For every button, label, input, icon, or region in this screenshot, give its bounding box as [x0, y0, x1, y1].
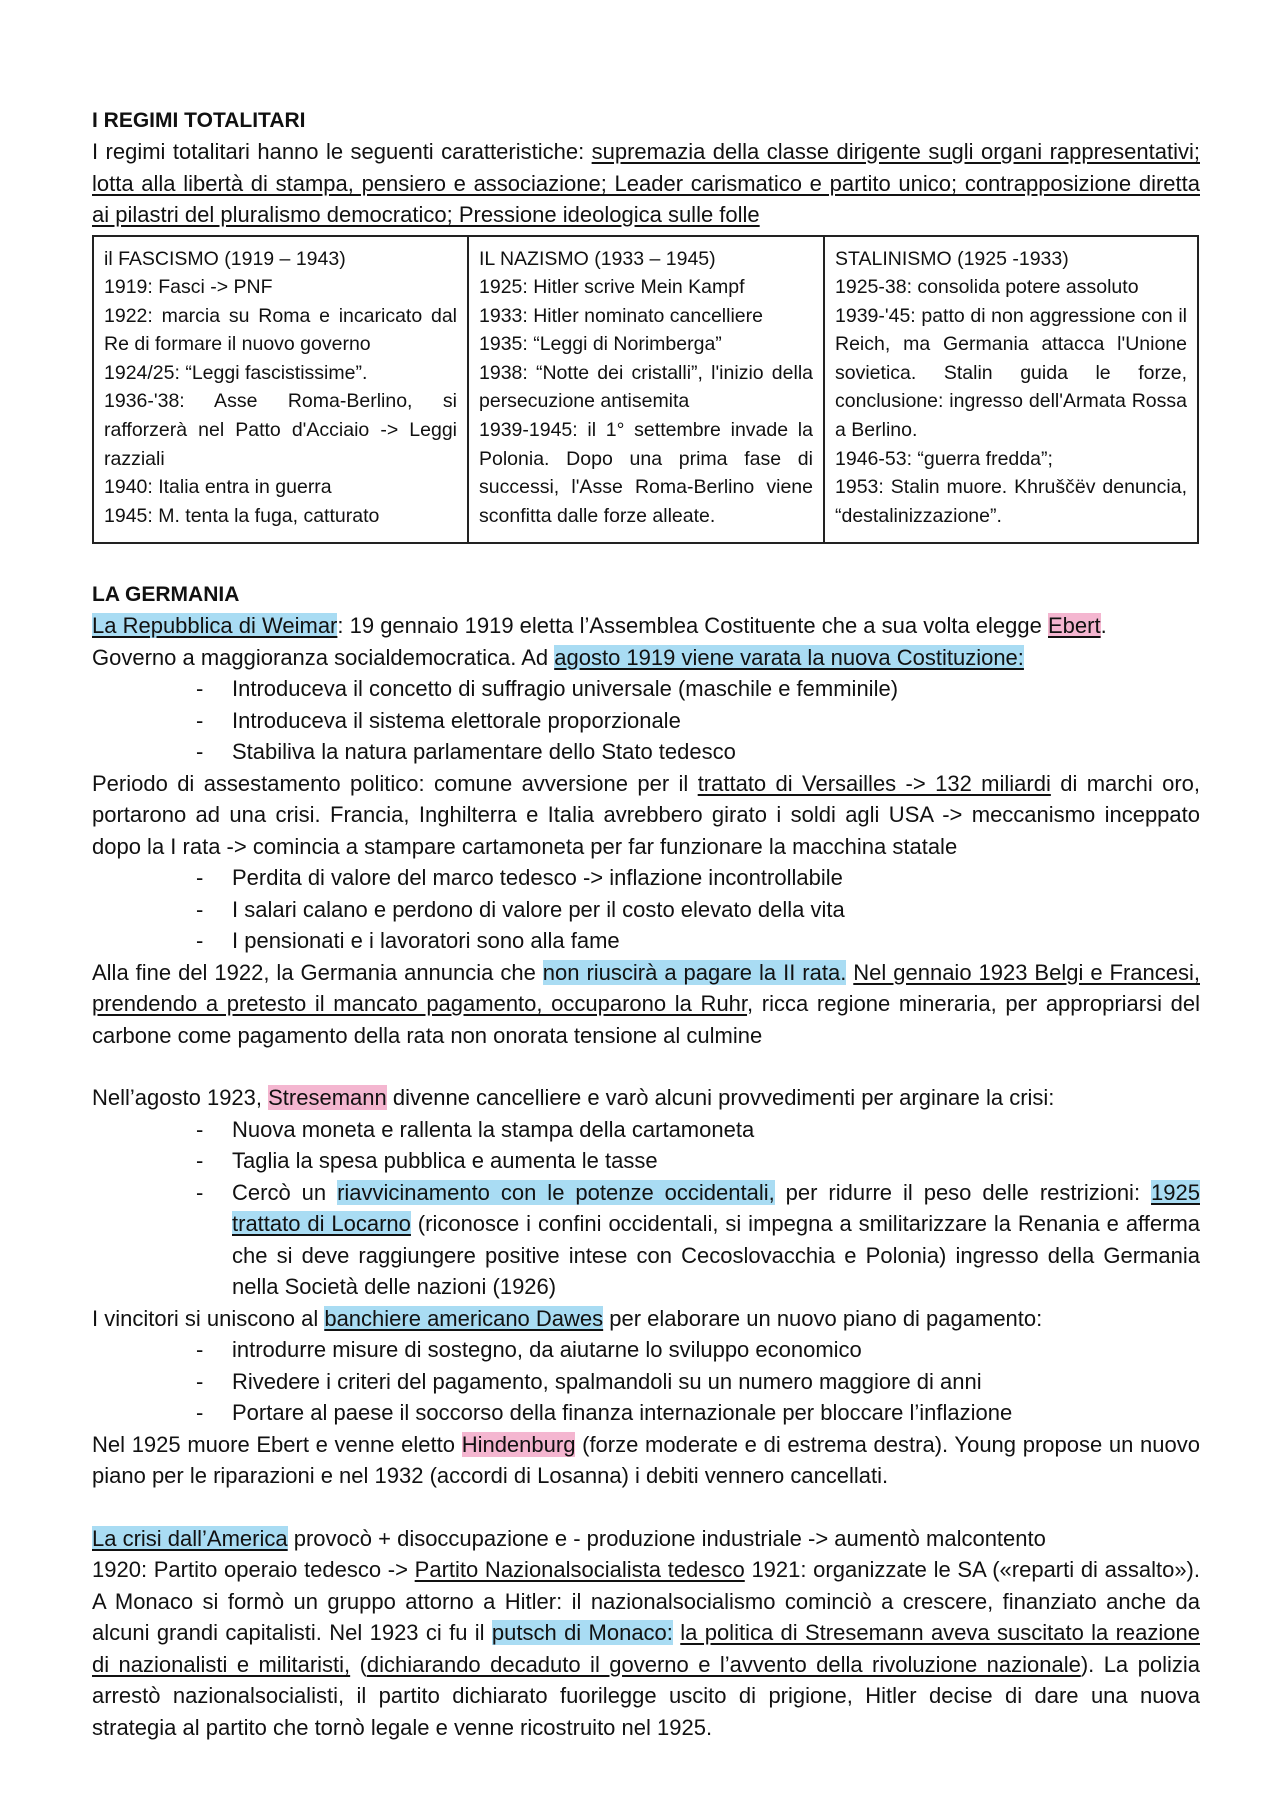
putsch-highlight: putsch di Monaco: — [491, 1620, 673, 1646]
hindenburg-text: (forze moderate e di estrema destra). Young propose un nuovo piano per le riparazioni e nel 1932 (accordi di Losanna) i debiti vennero cancellati. — [92, 1431, 1200, 1489]
nazismo-heading: IL NAZISMO (1933 – 1945) — [479, 247, 716, 270]
fine1922-text: , ricca regione mineraria, per appropriarsi del carbone come pagamento della rata non onorata — [92, 991, 1200, 1048]
dawes-text: I vincitori si uniscono al — [92, 1305, 325, 1331]
dawes-highlight: banchiere americano Dawes — [324, 1305, 604, 1331]
hindenburg-paragraph — [92, 1429, 1200, 1492]
bullet-dash: - — [196, 1337, 204, 1363]
locarno-text: ingresso della Germania nella Società delle nazioni (1926) — [232, 1242, 1200, 1300]
riavvicinamento-highlight: riavvicinamento con le potenze occidentali, — [337, 1179, 775, 1205]
bullet-dash: - — [196, 1179, 204, 1205]
nazismo-cell — [468, 236, 824, 544]
list-item — [92, 862, 1200, 894]
list-item — [92, 1366, 1200, 1398]
list-item-text: I salari calano e perdono di valore per il costo elevato della vita — [232, 896, 845, 922]
list-item — [92, 705, 1200, 737]
list-item — [92, 894, 1200, 926]
list-item-text: Taglia la spesa pubblica e aumenta le tasse — [232, 1148, 658, 1174]
periodo-paragraph — [92, 768, 1200, 863]
periodo-text: di marchi oro, portarono ad una crisi. Francia, Inghilterra e Italia avrebbero girato i soldi agli USA -> meccanismo inceppato dopo la I rata -> comincia a stampare cartamoneta per far funzionare la macchina statale — [92, 770, 1200, 859]
bullet-dash: - — [196, 1400, 204, 1426]
stalinismo-line: 1953: Stalin muore. Khruščëv denuncia, “destalinizzazione”. — [835, 476, 1187, 527]
list-item — [92, 1397, 1200, 1429]
bullet-dash: - — [196, 865, 204, 891]
section-title-regimi: I REGIMI TOTALITARI — [92, 109, 306, 132]
partito-text: ). La polizia arrestò nazionalsocialisti, il partito dichiarato fuorilegge — [92, 1651, 1200, 1709]
partito-text: 1920: Partito operaio tedesco -> — [92, 1557, 415, 1583]
regimi-intro — [92, 136, 1200, 231]
agosto1923-paragraph — [92, 1082, 1200, 1114]
ruhr-underlined: Nel gennaio 1923 Belgi e Francesi, prendendo a pretesto il mancato pagamento, occuparono la Ruhr — [92, 959, 1200, 1017]
fascismo-line: 1940: Italia entra in guerra — [104, 476, 332, 499]
locarno-highlight: 1925 trattato di Locarno — [232, 1179, 1200, 1237]
crisi-highlight: La crisi dall’America — [92, 1525, 288, 1551]
document-page — [92, 106, 1200, 1743]
bullet-dash: - — [196, 1368, 204, 1394]
intro-text: I regimi totalitari hanno le seguenti caratteristiche: — [92, 139, 592, 164]
ebert-name: Ebert — [1048, 613, 1101, 639]
locarno-text: (riconosce i confini occidentali, si impegna a smilitarizzare la Renania e afferma che si deve raggiungere positive intese con Cecoslovacchia e Polonia) — [232, 1211, 1201, 1268]
weimar-label: La Repubblica di Weimar — [92, 613, 338, 639]
reazione-underlined: la politica di Stresemann aveva suscitato la reazione di nazionalisti e militaristi, — [92, 1620, 1200, 1677]
spacer — [92, 1492, 1200, 1523]
bullet-dash: - — [196, 928, 204, 954]
weimar-end: . — [1100, 613, 1107, 639]
list-item-text: introdurre misure di sostegno, da aiutarne lo sviluppo economico — [232, 1337, 862, 1363]
bullet-dash: - — [196, 896, 204, 922]
partito-underlined: Partito Nazionalsocialista tedesco — [414, 1557, 745, 1583]
rata-highlight: non riuscirà a pagare la II rata. — [542, 959, 847, 985]
hindenburg-text: Nel 1925 muore Ebert e venne eletto — [92, 1431, 462, 1457]
intro-underlined: supremazia della classe dirigente sugli organi rappresentativi; lotta alla libertà di stampa, pensiero e associazione; Leader carismatico e partito unico; contrapposizione diretta ai pilastri del pluralismo democratico; Pressione ideologica sulle folle — [92, 139, 1200, 227]
weimar-text: : 19 gennaio 1919 eletta l’Assemblea Costituente che a sua volta elegge — [337, 613, 1048, 639]
rivoluzione-underlined: dichiarando decaduto il governo e l’avvento della rivoluzione nazionale — [366, 1651, 1081, 1677]
fascismo-line: 1922: marcia su Roma e incaricato dal Re di formare il nuovo governo — [104, 304, 457, 356]
list-item-text: Nuova moneta e rallenta la stampa della cartamoneta — [232, 1116, 755, 1142]
fascismo-heading: il FASCISMO (1919 – 1943) — [104, 247, 346, 270]
list-item — [92, 736, 1200, 768]
partito-text: uscito di prigione, Hitler decise di dare una nuova strategia al partito che tornò legale e venne ricostruito nel 1925. — [92, 1683, 1201, 1740]
stalinismo-cell — [824, 236, 1198, 544]
governo-text: Governo a maggioranza socialdemocratica. Ad — [92, 644, 555, 670]
stalinismo-line: 1946-53: “guerra fredda”; — [835, 447, 1053, 470]
list-item-text: Introduceva il concetto di suffragio universale (maschile e femminile) — [232, 676, 899, 702]
fascismo-line: 1919: Fasci -> PNF — [104, 276, 273, 299]
fascismo-cell — [93, 236, 468, 544]
list-item-text: Rivedere i criteri del pagamento, spalmandoli su un numero maggiore di anni — [232, 1368, 982, 1394]
weimar-paragraph — [92, 610, 1200, 673]
bullet-dash: - — [196, 676, 204, 702]
locarno-text: per ridurre il peso delle restrizioni: — [774, 1179, 1152, 1205]
versailles-underlined: trattato di Versailles -> 132 miliardi — [697, 770, 1051, 796]
hindenburg-name: Hindenburg — [461, 1431, 576, 1457]
stalinismo-heading: STALINISMO (1925 -1933) — [835, 247, 1069, 270]
list-item — [92, 1145, 1200, 1177]
nazismo-line: 1935: “Leggi di Norimberga” — [479, 333, 722, 356]
regimi-table — [92, 235, 1199, 545]
crisi-paragraph — [92, 1523, 1200, 1555]
list-item-text: Introduceva il sistema elettorale proporzionale — [232, 707, 681, 733]
partito-text: 1921: organizzate le SA («reparti di assalto»). A Monaco si formò un gruppo attorno a Hitler: il nazionalsocialismo cominciò a crescere, finanziato anche da alcuni grandi capitalisti. Nel 1923 ci fu il — [92, 1557, 1201, 1646]
list-item — [92, 1177, 1200, 1303]
list-item-text: I pensionati e i lavoratori sono alla fame — [232, 928, 620, 954]
dawes-paragraph — [92, 1303, 1200, 1335]
locarno-text: Cercò un — [232, 1179, 338, 1205]
stresemann-name: Stresemann — [268, 1085, 387, 1111]
list-item-text: Stabiliva la natura parlamentare dello Stato tedesco — [232, 739, 736, 765]
spacer — [92, 1051, 1200, 1082]
stalinismo-line: 1939-'45: patto di non aggressione con il Reich, ma Germania attacca l'Unione sovietica. Stalin guida le forze, conclusione: ingresso dell'Armata Rossa a Berlino. — [835, 304, 1187, 442]
bullet-dash: - — [196, 739, 204, 765]
crisi-text: provocò + disoccupazione e - produzione industriale -> aumentò malcontento — [287, 1525, 1046, 1551]
nazismo-line: 1938: “Notte dei cristalli”, l'inizio della persecuzione antisemita — [479, 361, 813, 413]
fascismo-line: 1945: M. tenta la fuga, catturato — [104, 504, 380, 527]
partito-paragraph — [92, 1554, 1200, 1743]
list-item-text: Perdita di valore del marco tedesco -> inflazione incontrollabile — [232, 865, 843, 891]
list-item — [92, 1334, 1200, 1366]
nazismo-line: 1939-1945: il 1° settembre invade la Polonia. Dopo una prima fase di successi, l'Asse Roma-Berlino viene sconfitta dalle forze alleate. — [479, 419, 813, 527]
stalinismo-line: 1925-38: consolida potere assoluto — [835, 276, 1139, 299]
nazismo-line: 1925: Hitler scrive Mein Kampf — [479, 276, 745, 299]
nazismo-line: 1933: Hitler nominato cancelliere — [479, 304, 763, 327]
section-title-germania: LA GERMANIA — [92, 583, 240, 607]
list-item — [92, 673, 1200, 705]
fascismo-line: 1924/25: “Leggi fascistissime”. — [104, 361, 368, 384]
fine1922-text: Alla fine del 1922, la Germania annuncia che — [92, 959, 543, 985]
agosto1923-text: divenne cancelliere e varò alcuni provvedimenti per arginare la crisi: — [386, 1085, 1055, 1111]
partito-text: ( — [350, 1651, 367, 1677]
fine1922-text: tensione al culmine — [573, 1022, 763, 1048]
bullet-dash: - — [196, 1116, 204, 1142]
bullet-dash: - — [196, 707, 204, 733]
list-item-text: Portare al paese il soccorso della finanza internazionale per bloccare l’inflazione — [232, 1400, 1013, 1426]
list-item — [92, 925, 1200, 957]
dawes-text: per elaborare un nuovo piano di pagamento: — [603, 1305, 1043, 1331]
bullet-dash: - — [196, 1148, 204, 1174]
list-item — [92, 1114, 1200, 1146]
costituzione-highlight: agosto 1919 viene varata la nuova Costituzione: — [554, 644, 1024, 670]
fascismo-line: 1936-'38: Asse Roma-Berlino, si rafforzerà nel Patto d'Acciaio -> Leggi razziali — [104, 390, 457, 470]
agosto1923-text: Nell’agosto 1923, — [92, 1085, 269, 1111]
fine1922-paragraph — [92, 957, 1200, 1052]
periodo-text: Periodo di assestamento politico: comune avversione per il — [92, 770, 698, 796]
